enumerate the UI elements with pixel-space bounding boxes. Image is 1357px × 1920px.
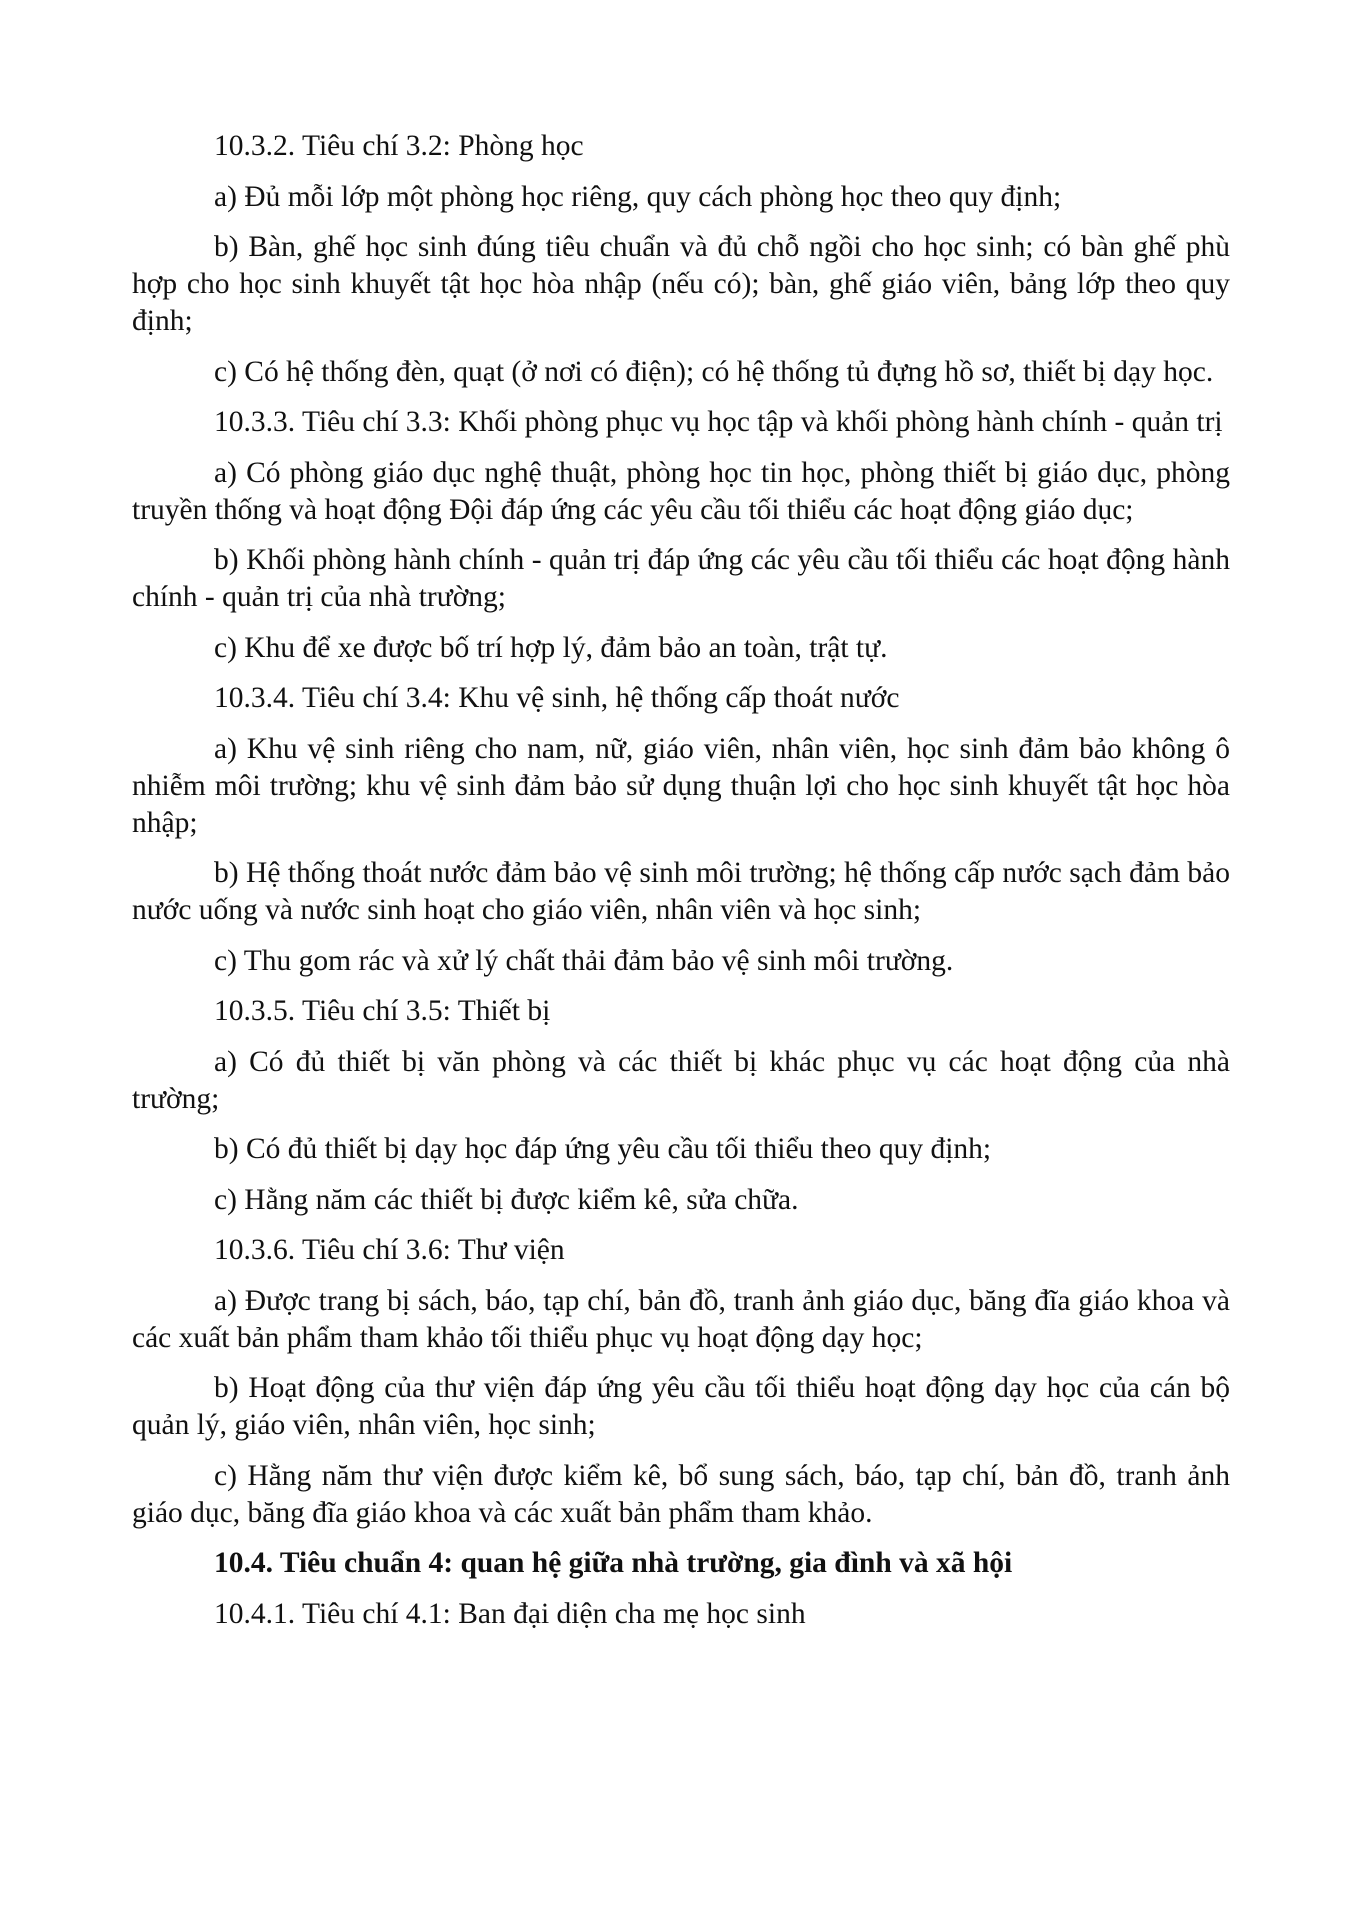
heading-criterion-3-5: 10.3.5. Tiêu chí 3.5: Thiết bị	[214, 995, 551, 1027]
paragraph-3-5-b: b) Có đủ thiết bị dạy học đáp ứng yêu cầu tối thiểu theo quy định;	[214, 1133, 992, 1165]
paragraph-3-4-a: a) Khu vệ sinh riêng cho nam, nữ, giáo viên, nhân viên, học sinh đảm bảo không ô nhiễm môi trường; khu vệ sinh đảm bảo sử dụng thuận lợi cho học sinh khuyết tật học hòa nhập;	[132, 732, 1230, 839]
heading-criterion-3-2: 10.3.2. Tiêu chí 3.2: Phòng học	[214, 130, 584, 162]
paragraph-3-3-a: a) Có phòng giáo dục nghệ thuật, phòng học tin học, phòng thiết bị giáo dục, phòng truyền thống và hoạt động Đội đáp ứng các yêu cầu tối thiểu các hoạt động giáo dục;	[132, 456, 1230, 526]
paragraph-3-4-c: c) Thu gom rác và xử lý chất thải đảm bảo vệ sinh môi trường.	[214, 944, 954, 977]
heading-standard-4: 10.4. Tiêu chuẩn 4: quan hệ giữa nhà trường, gia đình và xã hội	[214, 1547, 1013, 1579]
heading-criterion-3-3: 10.3.3. Tiêu chí 3.3: Khối phòng phục vụ học tập và khối phòng hành chính - quản trị	[214, 406, 1223, 438]
heading-criterion-4-1: 10.4.1. Tiêu chí 4.1: Ban đại diện cha mẹ học sinh	[214, 1597, 806, 1630]
paragraph-3-2-c: c) Có hệ thống đèn, quạt (ở nơi có điện); có hệ thống tủ đựng hồ sơ, thiết bị dạy học.	[214, 355, 1214, 388]
paragraph-3-6-c: c) Hằng năm thư viện được kiểm kê, bổ sung sách, báo, tạp chí, bản đồ, tranh ảnh giáo dục, băng đĩa giáo khoa và các xuất bản phẩm tham khảo.	[132, 1459, 1230, 1529]
paragraph-3-3-c: c) Khu để xe được bố trí hợp lý, đảm bảo an toàn, trật tự.	[214, 631, 888, 664]
paragraph-3-5-c: c) Hằng năm các thiết bị được kiểm kê, sửa chữa.	[214, 1183, 799, 1216]
paragraph-3-6-a: a) Được trang bị sách, báo, tạp chí, bản đồ, tranh ảnh giáo dục, băng đĩa giáo khoa và các xuất bản phẩm tham khảo tối thiểu phục vụ hoạt động dạy học;	[132, 1284, 1230, 1354]
paragraph-3-5-a: a) Có đủ thiết bị văn phòng và các thiết bị khác phục vụ các hoạt động của nhà trường;	[132, 1045, 1230, 1115]
paragraph-3-2-a: a) Đủ mỗi lớp một phòng học riêng, quy cách phòng học theo quy định;	[214, 180, 1062, 213]
paragraph-3-6-b: b) Hoạt động của thư viện đáp ứng yêu cầu tối thiểu hoạt động dạy học của cán bộ quản lý, giáo viên, nhân viên, học sinh;	[132, 1372, 1230, 1441]
heading-criterion-3-6: 10.3.6. Tiêu chí 3.6: Thư viện	[214, 1234, 565, 1266]
document-page	[132, 128, 1230, 1646]
heading-criterion-3-4: 10.3.4. Tiêu chí 3.4: Khu vệ sinh, hệ thống cấp thoát nước	[214, 682, 900, 714]
paragraph-3-4-b: b) Hệ thống thoát nước đảm bảo vệ sinh môi trường; hệ thống cấp nước sạch đảm bảo nước uống và nước sinh hoạt cho giáo viên, nhân viên và học sinh;	[132, 857, 1230, 926]
paragraph-3-2-b: b) Bàn, ghế học sinh đúng tiêu chuẩn và đủ chỗ ngồi cho học sinh; có bàn ghế phù hợp cho học sinh khuyết tật học hòa nhập (nếu có); bàn, ghế giáo viên, bảng lớp theo quy định;	[132, 231, 1230, 337]
paragraph-3-3-b: b) Khối phòng hành chính - quản trị đáp ứng các yêu cầu tối thiểu các hoạt động hành chính - quản trị của nhà trường;	[132, 544, 1230, 613]
